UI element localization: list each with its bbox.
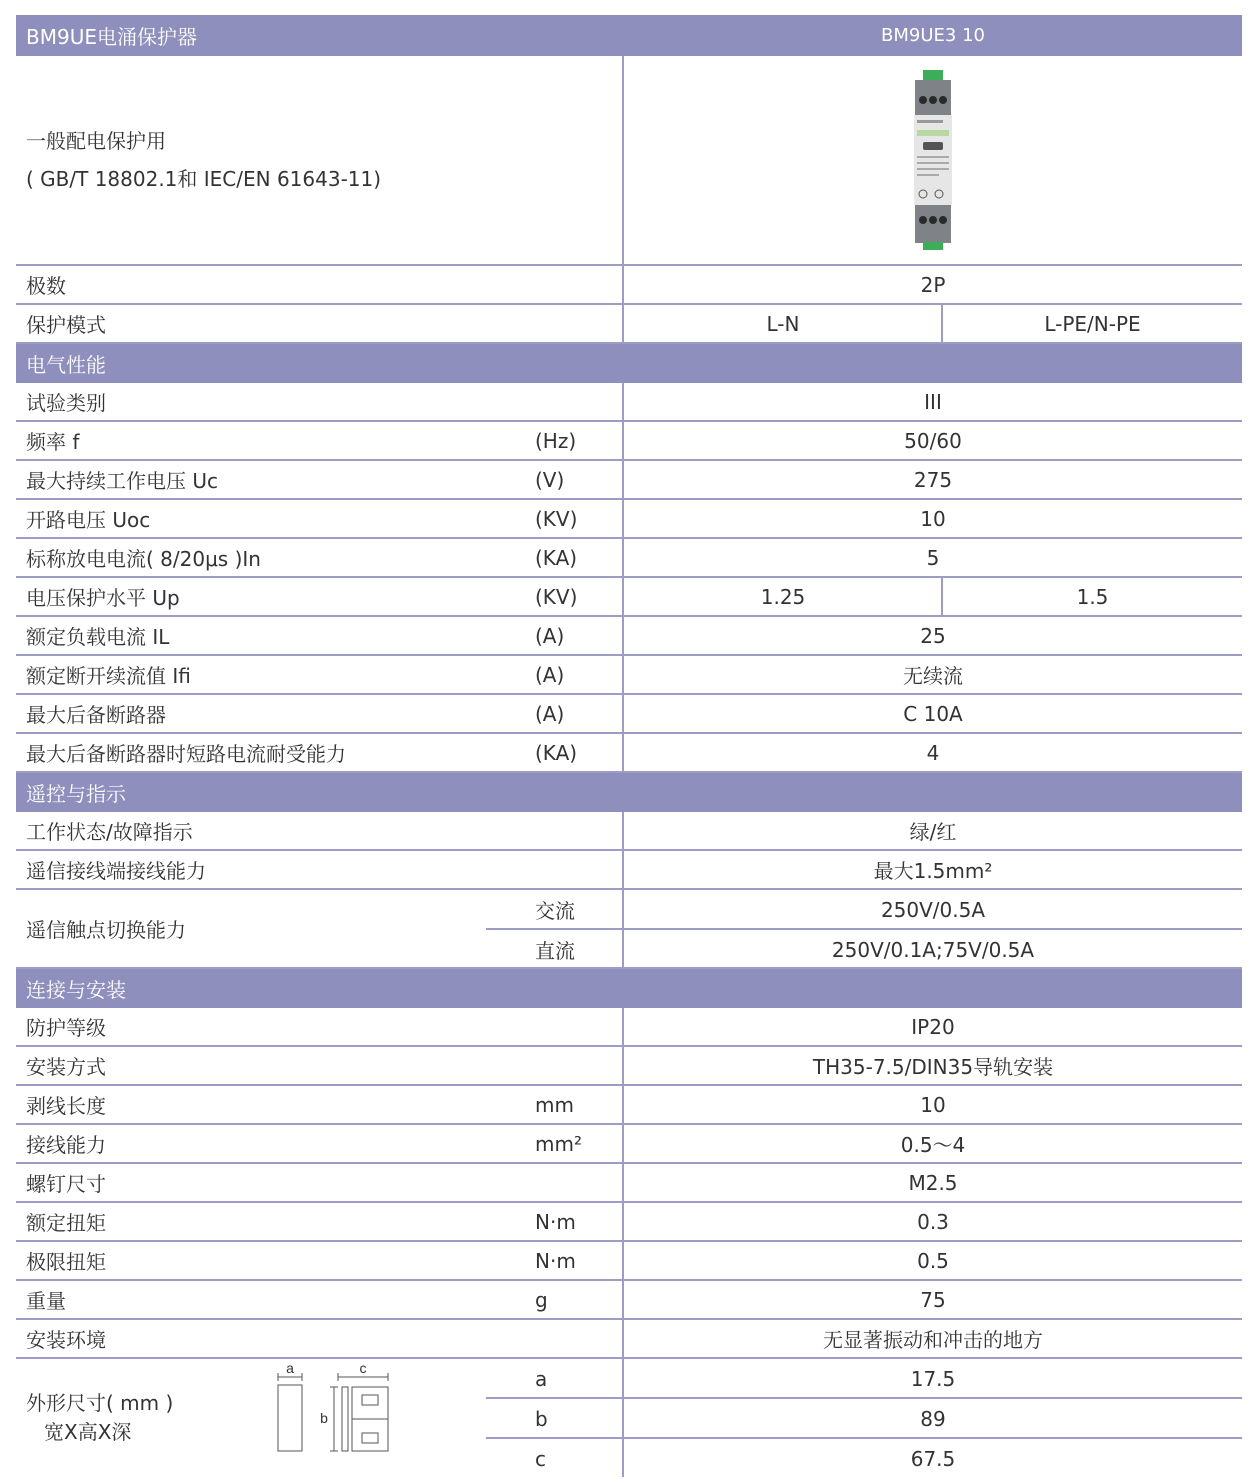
table-row <box>16 383 1242 422</box>
row-unit: (A) <box>535 623 565 648</box>
row-unit: (KV) <box>535 506 578 531</box>
product-usage: 一般配电保护用 <box>26 129 166 153</box>
section-electrical <box>16 344 1242 383</box>
dim-key: a <box>535 1366 548 1391</box>
row-value: IP20 <box>911 1014 955 1039</box>
up-left: 1.25 <box>760 584 806 609</box>
surge-protector-image <box>911 70 955 250</box>
product-standard: ( GB/T 18802.1和 IEC/EN 61643-11) <box>26 167 382 191</box>
dim-key: b <box>535 1406 548 1431</box>
dimension-diagram <box>272 1365 402 1453</box>
poles-row <box>16 266 1242 305</box>
contact-dc <box>486 930 1242 969</box>
dim-c-row <box>486 1439 1242 1478</box>
row-label: 最大后备断路器 <box>26 703 166 727</box>
row-label: 防护等级 <box>26 1016 106 1040</box>
row-unit: (A) <box>535 701 565 726</box>
row-value: 275 <box>913 467 953 492</box>
table-row <box>16 851 1242 890</box>
row-value: C 10A <box>903 701 963 726</box>
diagram-label-a: a <box>286 1365 294 1376</box>
row-label: 额定负载电流 IL <box>26 625 170 649</box>
diagram-label-b: b <box>320 1410 328 1426</box>
dim-value: 89 <box>920 1406 946 1431</box>
row-label: 遥信接线端接线能力 <box>26 859 206 883</box>
row-label: 最大持续工作电压 Uc <box>26 469 218 493</box>
table-row <box>16 656 1242 695</box>
ac-value: 250V/0.5A <box>880 897 986 922</box>
row-label: 开路电压 Uoc <box>26 508 151 532</box>
dimensions-subtitle: 宽X高X深 <box>44 1420 132 1444</box>
row-value: 10 <box>920 506 946 531</box>
dim-a-row <box>486 1359 1242 1398</box>
up-right: 1.5 <box>1076 584 1109 609</box>
table-row <box>16 1203 1242 1242</box>
row-label: 螺钉尺寸 <box>26 1172 106 1196</box>
row-label: 安装环境 <box>26 1328 106 1352</box>
row-value: 75 <box>920 1287 946 1312</box>
mode-label: 保护模式 <box>26 313 106 337</box>
row-value: TH35-7.5/DIN35导轨安装 <box>812 1055 1054 1079</box>
row-label: 最大后备断路器时短路电流耐受能力 <box>26 742 346 766</box>
dim-b-row <box>486 1399 1242 1438</box>
row-unit: (KA) <box>535 545 578 570</box>
row-value: 无续流 <box>903 664 963 688</box>
row-value: 5 <box>926 545 940 570</box>
section-title: 连接与安装 <box>26 978 126 1002</box>
row-label: 试验类别 <box>26 391 106 415</box>
electrical-rows <box>16 383 1242 578</box>
row-value: III <box>924 389 942 414</box>
section-remote <box>16 773 1242 812</box>
row-label: 额定断开续流值 Ifi <box>26 664 191 688</box>
electrical-rows-2 <box>16 617 1242 773</box>
section-title: 电气性能 <box>26 353 106 377</box>
table-row <box>16 1281 1242 1320</box>
table-row <box>16 1242 1242 1281</box>
table-row <box>16 1320 1242 1359</box>
row-label: 工作状态/故障指示 <box>26 820 193 844</box>
row-value: 无显著振动和冲击的地方 <box>823 1328 1043 1352</box>
section-title: 遥控与指示 <box>26 782 126 806</box>
row-label: 额定扭矩 <box>26 1211 106 1235</box>
contact-switching-row <box>16 890 1242 969</box>
dim-value: 67.5 <box>910 1446 956 1471</box>
row-value: 50/60 <box>904 428 962 453</box>
row-label: 重量 <box>26 1289 66 1313</box>
dim-key: c <box>535 1446 546 1471</box>
table-row <box>16 1086 1242 1125</box>
model-number: BM9UE3 10 <box>881 25 985 46</box>
row-value: 4 <box>926 740 940 765</box>
poles-value: 2P <box>920 272 946 297</box>
table-row <box>16 812 1242 851</box>
section-install <box>16 969 1242 1008</box>
row-unit: N·m <box>535 1248 576 1273</box>
row-label: 频率 f <box>26 430 80 454</box>
mode-left: L-N <box>766 311 800 336</box>
row-unit: (KA) <box>535 740 578 765</box>
product-title: BM9UE电涌保护器 <box>26 25 197 49</box>
product-photo <box>624 56 1242 264</box>
dimensions-title: 外形尺寸( mm ) <box>26 1391 174 1415</box>
table-row <box>16 539 1242 578</box>
table-row <box>16 1047 1242 1086</box>
table-row <box>16 695 1242 734</box>
row-unit: g <box>535 1287 548 1312</box>
row-label: 剥线长度 <box>26 1094 106 1118</box>
protection-mode-row <box>16 305 1242 344</box>
dimensions-label <box>26 1359 173 1477</box>
row-unit: (A) <box>535 662 565 687</box>
row-value: M2.5 <box>908 1170 958 1195</box>
row-value: 25 <box>920 623 946 648</box>
row-unit: mm² <box>535 1131 582 1156</box>
ac-label: 交流 <box>535 899 575 923</box>
row-label: 极限扭矩 <box>26 1250 106 1274</box>
up-label: 电压保护水平 Up <box>26 586 180 610</box>
contact-label: 遥信触点切换能力 <box>26 918 186 942</box>
table-header <box>16 15 1242 56</box>
row-value: 0.3 <box>917 1209 949 1234</box>
row-value: 0.5 <box>917 1248 949 1273</box>
table-row <box>16 1008 1242 1047</box>
install-rows <box>16 1008 1242 1359</box>
table-row <box>16 734 1242 773</box>
table-row <box>16 1164 1242 1203</box>
dc-value: 250V/0.1A;75V/0.5A <box>831 937 1035 962</box>
spec-sheet <box>16 15 1242 1477</box>
up-unit: (KV) <box>535 584 578 609</box>
table-row <box>16 422 1242 461</box>
row-label: 安装方式 <box>26 1055 106 1079</box>
dc-label: 直流 <box>535 939 575 963</box>
poles-label: 极数 <box>26 274 66 298</box>
product-description <box>26 56 381 264</box>
table-row <box>16 500 1242 539</box>
row-label: 标称放电电流( 8/20μs )In <box>26 547 261 571</box>
diagram-label-c: c <box>359 1365 367 1376</box>
row-unit: (Hz) <box>535 428 577 453</box>
product-image-row <box>16 56 1242 266</box>
voltage-protection-row <box>16 578 1242 617</box>
remote-rows <box>16 812 1242 890</box>
row-value: 绿/红 <box>909 820 957 844</box>
dim-value: 17.5 <box>910 1366 956 1391</box>
row-label: 接线能力 <box>26 1133 106 1157</box>
dimensions-row <box>16 1359 1242 1477</box>
table-row <box>16 461 1242 500</box>
row-unit: (V) <box>535 467 565 492</box>
row-value: 0.5～4 <box>900 1133 966 1157</box>
table-row <box>16 1125 1242 1164</box>
row-unit: N·m <box>535 1209 576 1234</box>
contact-ac <box>486 890 1242 929</box>
row-value: 10 <box>920 1092 946 1117</box>
mode-right: L-PE/N-PE <box>1044 311 1141 336</box>
table-row <box>16 617 1242 656</box>
row-unit: mm <box>535 1092 574 1117</box>
row-value: 最大1.5mm² <box>873 859 993 883</box>
